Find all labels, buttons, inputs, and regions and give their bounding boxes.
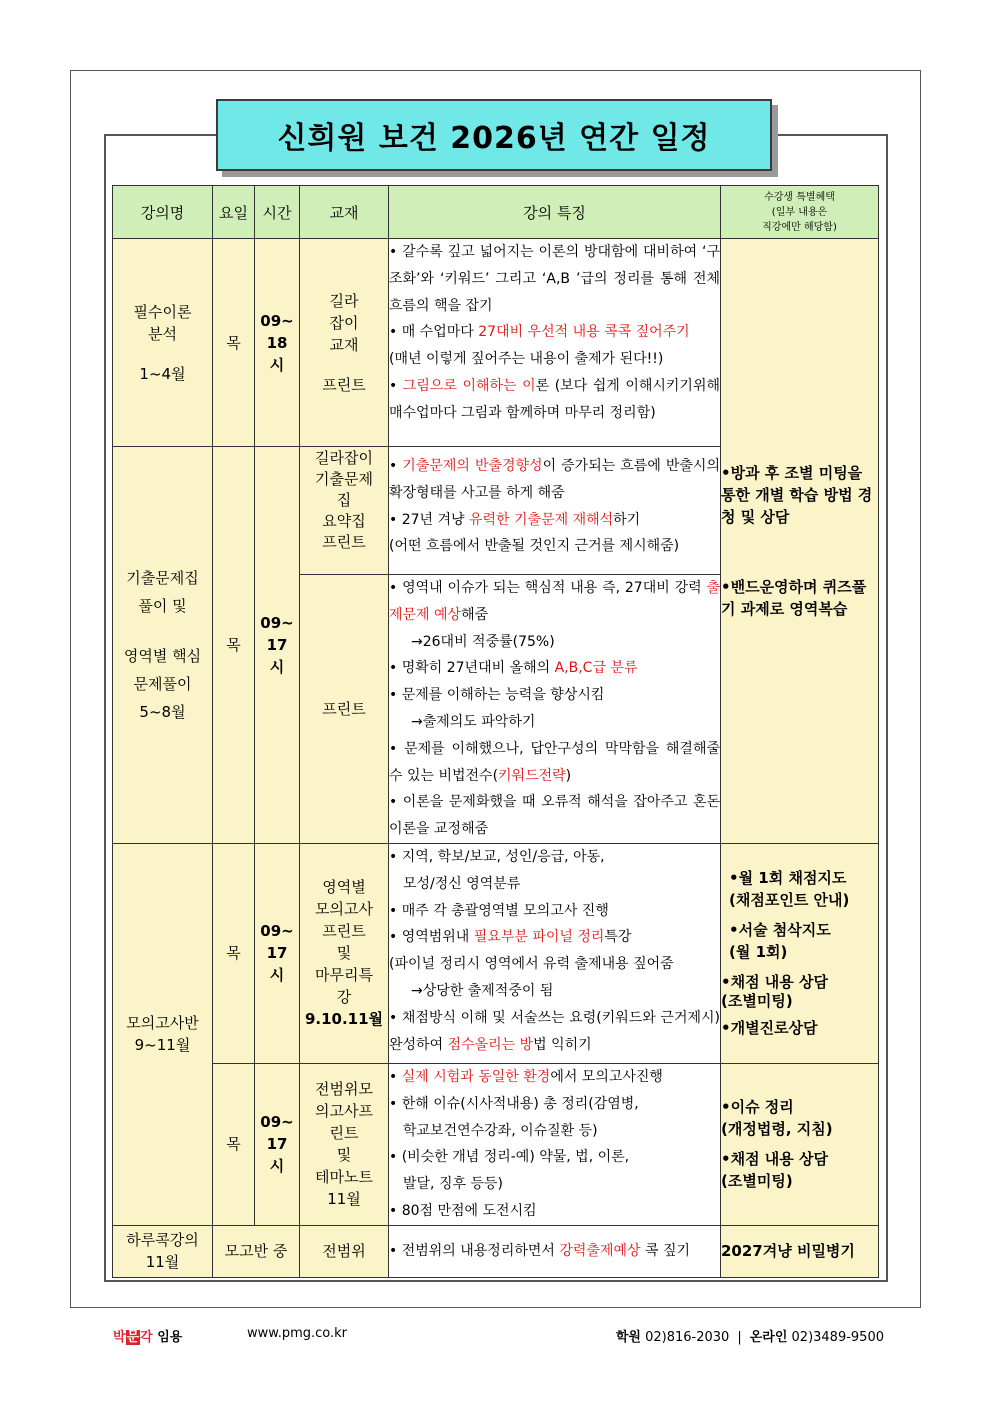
feature-item (389, 1238, 720, 1265)
feature-item: • 갈수록 깊고 넓어지는 이론의 방대함에 대비하여 ‘구조화’와 ‘키워드’ 그리고 ‘A,B ’급의 정리를 통해 전체흐름의 핵을 잡기 (389, 244, 720, 314)
online-phone: 02)3489-9500 (787, 1330, 884, 1345)
feature-highlight: 실제 시험과 동일한 환경 (401, 1068, 551, 1085)
course-time (255, 843, 300, 1063)
table-row (113, 239, 879, 447)
textbook-line: 11월 (327, 1190, 361, 1209)
course-daytime: 모고반 중 (213, 1225, 300, 1277)
benefit-item: •채점 내용 상담 (721, 1150, 828, 1169)
course-day: 목 (213, 447, 255, 844)
feature-item: • 80점 만점에 도전시킴 (389, 1202, 537, 1219)
course-benefit (721, 1063, 879, 1225)
textbook-line: 길라잡이 (315, 449, 373, 467)
textbook-line: 의고사프 (315, 1102, 373, 1121)
feature-item: 학교보건연수강좌, 이슈질환 등) (403, 1122, 598, 1139)
course-benefit: 2027겨냥 비밀병기 (721, 1225, 879, 1277)
feature-highlight: A,B,C급 분류 (554, 660, 638, 677)
textbook-line: 전범위모 (315, 1080, 373, 1099)
feature-text: 하기 (613, 511, 641, 528)
feature-highlight: 필요부분 파이널 정리 (473, 929, 605, 946)
course-name-line: 풀이 및 (138, 596, 187, 615)
footer (0, 1326, 992, 1346)
time-line: 09~ (260, 613, 294, 632)
feature-text: • 명확히 27년대비 올해의 (389, 660, 555, 677)
feature-text: • 채점방식 이해 및 서술쓰는 요령(키워드와 근거제시)완성하여 (389, 1009, 720, 1053)
course-benefit (721, 239, 879, 844)
course-name (113, 447, 213, 844)
course-day: 목 (213, 239, 255, 447)
header-benefit-line: 수강생 특별혜택 (764, 191, 835, 203)
benefit-item: (개정법령, 지침) (721, 1120, 833, 1139)
feature-item (389, 655, 720, 682)
benefit-item: (조별미팅) (721, 1172, 793, 1191)
benefit-item: •채점 내용 상담 (721, 973, 828, 992)
course-textbook (300, 843, 389, 1063)
benefit-item: •서술 첨삭지도 (729, 921, 831, 940)
course-name-line: 모의고사반 (126, 1014, 199, 1033)
feature-text: 콕 짚기 (640, 1242, 691, 1259)
course-name-line: 하루콕강의 (126, 1231, 199, 1250)
header-time: 시간 (255, 186, 300, 239)
feature-text: • (389, 377, 403, 394)
feature-highlight: 27대비 우선적 내용 콕콕 짚어주기 (478, 324, 690, 341)
feature-text: 법 익히기 (533, 1036, 592, 1053)
separator: | (737, 1330, 742, 1345)
feature-item (389, 319, 720, 346)
course-day: 목 (213, 843, 255, 1063)
course-textbook (300, 239, 389, 447)
course-features (389, 1225, 721, 1277)
feature-text: • 영역내 이슈가 되는 핵심적 내용 즉, 27대비 강력 (389, 580, 707, 596)
course-name-line: 분석 (148, 324, 177, 343)
textbook-line: 마무리특 (315, 966, 373, 985)
textbook-line: 잡이 (329, 313, 359, 332)
textbook-line: 강 (336, 988, 352, 1007)
feature-text: 특강 (604, 929, 632, 946)
textbook-line: 프린트 (322, 375, 366, 394)
time-line: 09~ (260, 1113, 294, 1132)
header-course: 강의명 (113, 186, 213, 239)
textbook-line: 프린트 (322, 922, 366, 941)
header-day: 요일 (213, 186, 255, 239)
course-textbook: 전범위 (300, 1225, 389, 1277)
feature-item: • 매주 각 총괄영역별 모의고사 진행 (389, 902, 609, 919)
feature-highlight: 출제문제 예상 (389, 580, 720, 623)
feature-highlight: 유력한 기출문제 재해석 (469, 511, 614, 528)
textbook-line: 교재 (329, 335, 359, 354)
feature-text: • 전범위의 내용정리하면서 (389, 1242, 560, 1259)
academy-phone: 02)816-2030 (640, 1330, 730, 1345)
feature-text: • 영역범위내 (389, 929, 474, 946)
textbook-line: 및 (336, 1146, 352, 1165)
textbook-line: 집 (336, 491, 352, 509)
course-features (389, 447, 721, 575)
course-textbook (300, 447, 389, 575)
benefit-item: •개별진로상담 (721, 1019, 818, 1038)
textbook-line: 기출문제 (315, 470, 373, 488)
textbook-line: 영역별 (322, 878, 366, 897)
course-name-line: 영역별 핵심 (123, 646, 202, 665)
benefit-item: •월 1회 채점지도 (729, 869, 847, 888)
course-time (255, 1063, 300, 1225)
feature-highlight: 기출문제의 반출경향성 (402, 458, 543, 474)
feature-item: 모성/정신 영역분류 (403, 875, 521, 892)
time-line: 시 (269, 355, 285, 374)
feature-item: →출제의도 파악하기 (411, 713, 536, 730)
feature-item: • 문제를 이해하는 능력을 향상시킴 (389, 687, 605, 704)
feature-item: 발달, 징후 등등) (403, 1176, 503, 1193)
logo-char: 문 (126, 1330, 140, 1345)
feature-text: 에서 모의고사진행 (550, 1068, 663, 1085)
feature-item: →26대비 적중률(75%) (411, 633, 555, 650)
feature-item: • (비슷한 개념 정리-예) 약물, 법, 이론, (389, 1149, 630, 1166)
logo-text: 임용 (152, 1330, 183, 1345)
contact-info (616, 1326, 884, 1345)
table-row (113, 1225, 879, 1277)
benefit-item: •밴드운영하며 퀴즈풀기 과제로 영역복습 (721, 577, 867, 618)
feature-highlight: 점수올리는 방 (447, 1036, 534, 1053)
time-line: 시 (269, 966, 285, 985)
course-name (113, 239, 213, 447)
time-line: 17 (266, 635, 288, 654)
textbook-line: 9.10.11월 (304, 1010, 384, 1029)
course-textbook (300, 1063, 389, 1225)
course-features (389, 843, 721, 1063)
feature-item: • 이론을 문제화했을 때 오류적 해석을 잡아주고 혼돈이론을 교정해줌 (389, 794, 720, 838)
textbook-line: 요약집 (322, 512, 366, 530)
course-day: 목 (213, 1063, 255, 1225)
benefit-item: (월 1회) (729, 943, 788, 962)
header-benefit-line: (일부 내용은 (771, 206, 828, 218)
feature-text: • 매 수업마다 (389, 324, 479, 341)
feature-highlight: 그림으로 이해하는 이 (402, 377, 536, 394)
schedule-table (112, 185, 879, 1278)
feature-text: 론 (보다 쉽게 이해시키기위해 매수업마다 그림과 함께하며 마무리 정리함) (389, 377, 720, 421)
feature-item (389, 373, 720, 427)
feature-item: • 한해 이슈(시사적내용) 총 정리(감염병, (389, 1095, 639, 1112)
textbook-line: 및 (336, 944, 352, 963)
feature-item (389, 507, 720, 534)
header-row (113, 186, 879, 239)
table-row (113, 1063, 879, 1225)
time-line: 17 (266, 944, 288, 963)
course-name (113, 1225, 213, 1277)
feature-item (389, 1064, 720, 1091)
page-title (216, 99, 772, 171)
course-features (389, 1063, 721, 1225)
feature-text: • (389, 1068, 402, 1085)
feature-item: →상당한 출제적중이 됨 (411, 982, 554, 999)
course-textbook: 프린트 (300, 575, 389, 844)
time-line: 09~ (260, 922, 294, 941)
feature-text: 해줌 (461, 606, 489, 623)
feature-item: • 지역, 학보/보교, 성인/응급, 아동, (389, 848, 605, 865)
header-benefit-line: 직강에만 해당함) (762, 221, 837, 233)
course-name-line: 5~8월 (139, 702, 186, 721)
feature-text: • 문제를 이해했으나, 답안구성의 막막함을 해결해줄 수 있는 비법전수( (389, 740, 720, 784)
feature-item (389, 453, 720, 507)
online-label: 온라인 (749, 1330, 788, 1345)
feature-item (389, 575, 720, 629)
feature-text: 이 증가되는 흐름에 반출시의 확장형태를 사고를 하게 해줌 (389, 458, 720, 501)
course-features (389, 575, 721, 844)
website-link[interactable]: www.pmg.co.kr (247, 1326, 348, 1341)
course-time (255, 239, 300, 447)
feature-item (389, 736, 720, 790)
time-line: 시 (269, 1157, 285, 1176)
course-benefit (721, 843, 879, 1063)
course-name-line: 기출문제집 (126, 568, 199, 587)
course-name-line: 문제풀이 (133, 674, 192, 693)
course-time (255, 447, 300, 844)
benefit-item: •방과 후 조별 미팅을 통한 개별 학습 방법 경청 및 상담 (721, 463, 873, 526)
time-line: 시 (269, 657, 285, 676)
logo-char: 박 (113, 1330, 126, 1345)
feature-item (389, 1005, 720, 1059)
feature-text: • (389, 458, 403, 474)
feature-item (389, 924, 720, 951)
header-benefit (721, 186, 879, 239)
feature-highlight: 키워드전략 (498, 767, 566, 784)
course-name-line: 1~4월 (139, 364, 186, 383)
course-features (389, 239, 721, 447)
logo-char: 각 (140, 1330, 153, 1345)
course-name-line: 필수이론 (133, 302, 192, 321)
textbook-line: 린트 (329, 1124, 359, 1143)
feature-highlight: 강력출제예상 (559, 1242, 641, 1259)
feature-text: • 27년 겨냥 (389, 511, 469, 528)
feature-item: (어떤 흐름에서 반출될 것인지 근거를 제시해줌) (389, 538, 680, 555)
feature-item: (파이널 정리시 영역에서 유력 출제내용 짚어줌 (389, 956, 674, 973)
benefit-item: (채점포인트 안내) (729, 891, 850, 910)
course-name-line: 9~11월 (134, 1036, 191, 1055)
page-title-text: 신희원 보건 2026년 연간 일정 (277, 121, 711, 156)
time-line: 09~ (260, 311, 294, 330)
time-line: 18 (266, 333, 288, 352)
header-textbook: 교재 (300, 186, 389, 239)
textbook-line: 프린트 (322, 533, 366, 551)
benefit-item: (조별미팅) (721, 992, 793, 1011)
feature-text: ) (565, 767, 572, 784)
brand-logo (113, 1326, 182, 1345)
course-name (113, 843, 213, 1225)
time-line: 17 (266, 1135, 288, 1154)
academy-label: 학원 (615, 1330, 641, 1345)
textbook-line: 모의고사 (315, 900, 373, 919)
benefit-item: •이슈 정리 (721, 1098, 794, 1117)
course-name-line: 11월 (145, 1253, 180, 1272)
header-features: 강의 특징 (389, 186, 721, 239)
table-row (113, 843, 879, 1063)
textbook-line: 길라 (329, 291, 359, 310)
feature-item: (매년 이렇게 짚어주는 내용이 출제가 된다!!) (389, 351, 664, 368)
textbook-line: 테마노트 (315, 1168, 373, 1187)
